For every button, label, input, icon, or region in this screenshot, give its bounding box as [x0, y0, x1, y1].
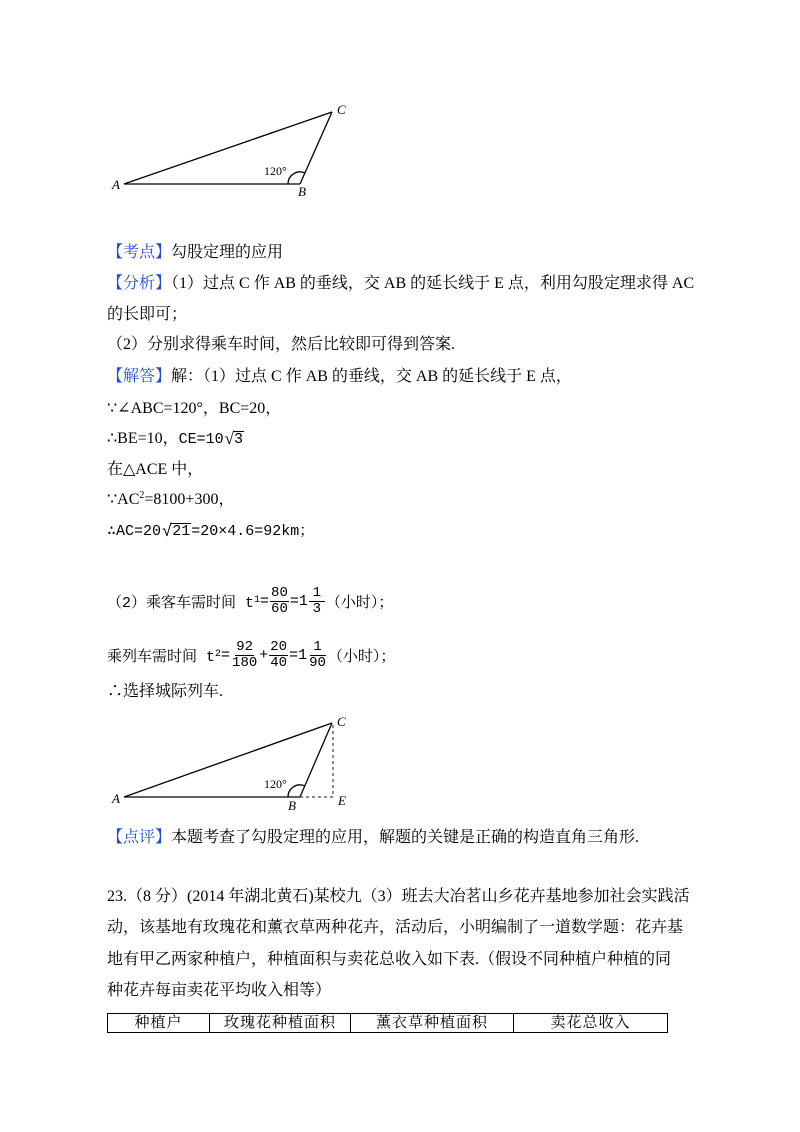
denominator: 40 [270, 654, 288, 671]
jieda-text-1: 解：（1）过点 C 作 AB 的垂线，交 AB 的延长线于 E 点， [171, 368, 572, 385]
jieda-line-4: 在△ACE 中， [107, 461, 204, 478]
numerator: 1 [310, 640, 326, 656]
planting-table [107, 1013, 668, 1033]
segment-ac [124, 723, 332, 797]
dianping-line [107, 828, 639, 848]
label-e: E [338, 793, 346, 808]
numerator: 92 [236, 638, 254, 655]
denominator: 60 [271, 600, 288, 617]
label-b: B [298, 184, 306, 199]
table-header-cell: 薰衣草种植面积 [351, 1014, 514, 1033]
label-a: A [112, 791, 120, 806]
numerator: 20 [270, 638, 288, 655]
jieda-line-2: ∵∠ABC=120°，BC=20， [107, 400, 282, 417]
fenxi-line-1 [107, 274, 694, 294]
fenxi-text-1: （1）过点 C 作 AB 的垂线，交 AB 的延长线于 E 点，利用勾股定理求得 AC [171, 275, 695, 292]
angle-label: 120° [264, 164, 287, 178]
equals-one: =1 [289, 646, 308, 664]
plus: + [259, 646, 269, 664]
ac-squared-value: =8100+300， [144, 491, 235, 508]
question-23-line-1: 23.（8 分）(2014 年湖北黄石)某校九（3）班去大冶茗山乡花卉基地参加社会实践活 [107, 888, 690, 905]
segment-ac [124, 112, 332, 184]
numerator: 80 [271, 584, 288, 601]
be-text: ∴BE=10， [107, 430, 179, 447]
unit-hours: （小时）； [327, 648, 396, 666]
equals-one: =1 [289, 592, 308, 610]
angle-label: 120° [264, 777, 287, 791]
jieda-line-9: ∴选择城际列车. [107, 683, 224, 700]
table-header-cell: 卖花总收入 [514, 1014, 668, 1033]
ce-text: CE=10 [178, 431, 224, 448]
jieda-line-8: 乘列车需时间 t 2 = $\frac{92}{180}$ + $\frac{20}{40}$ =1 $\frac{1}{90}$ （小时）； [107, 638, 396, 671]
dianping-tag: 【点评】 [107, 829, 172, 846]
sqrt-symbol: √ [224, 429, 235, 448]
numerator: 1 [309, 586, 325, 602]
jieda-line-7: （2）乘客车需时间 t 1 = $\frac{80}{60}$ =1 $\frac{1}{3}$ （小时）； [107, 584, 394, 617]
table-header-row [108, 1014, 668, 1033]
fenxi-line-3: （2）分别求得乘车时间，然后比较即可得到答案. [107, 336, 456, 353]
fraction-20-40 [269, 640, 288, 671]
label-c: C [337, 714, 346, 729]
radicand-3: 3 [234, 431, 244, 448]
table-header-cell: 玫瑰花种植面积 [210, 1014, 351, 1033]
denominator: 180 [232, 654, 258, 671]
ac-squared-base: ∵AC [107, 491, 140, 508]
kaodian-text: 勾股定理的应用 [171, 244, 284, 261]
equals: = [260, 592, 270, 610]
triangle-figure-abc [100, 95, 360, 200]
table-header-cell: 种植户 [108, 1014, 210, 1033]
kaodian-tag: 【考点】 [107, 244, 172, 261]
jieda-tag: 【解答】 [107, 368, 172, 385]
fenxi-tag: 【分析】 [107, 275, 172, 292]
train-time-label: 乘列车需时间 t [107, 648, 216, 666]
exponent-2: 2 [139, 490, 145, 501]
question-23-line-2: 动，该基地有玫瑰花和薰衣草两种花卉，活动后，小明编制了一道数学题：花卉基 [107, 919, 684, 936]
jieda-line-1 [107, 367, 572, 387]
ac-prefix: ∴AC=20 [107, 523, 162, 540]
fraction-80-60 [270, 586, 289, 617]
jieda-line-3 [107, 429, 244, 449]
label-c: C [337, 102, 346, 117]
fenxi-line-2: 的长即可； [107, 306, 188, 323]
sqrt-symbol: √ [162, 523, 173, 542]
fraction-1-90 [308, 640, 327, 671]
dianping-text: 本题考查了勾股定理的应用，解题的关键是正确的构造直角三角形. [171, 829, 640, 846]
unit-hours: （小时）； [325, 594, 394, 612]
question-23-line-4: 种花卉每亩卖花平均收入相等） [107, 982, 332, 999]
fraction-92-180 [231, 640, 258, 671]
ac-result: =20×4.6=92km； [191, 523, 315, 540]
label-b: B [288, 798, 296, 813]
denominator: 3 [312, 600, 322, 617]
label-a: A [112, 177, 120, 192]
fraction-1-3 [309, 586, 325, 617]
jieda-line-6 [107, 522, 314, 542]
kaodian-line [107, 243, 283, 263]
question-23-line-3: 地有甲乙两家种植户，种植面积与卖花总收入如下表.（假设不同种植户种植的同 [107, 951, 672, 968]
triangle-figure-abce [100, 710, 360, 815]
jieda-line-5 [107, 490, 234, 510]
equals: = [221, 646, 231, 664]
radicand-21: 21 [172, 523, 191, 540]
bus-time-label: （2）乘客车需时间 t [107, 594, 255, 612]
denominator: 90 [309, 654, 326, 671]
